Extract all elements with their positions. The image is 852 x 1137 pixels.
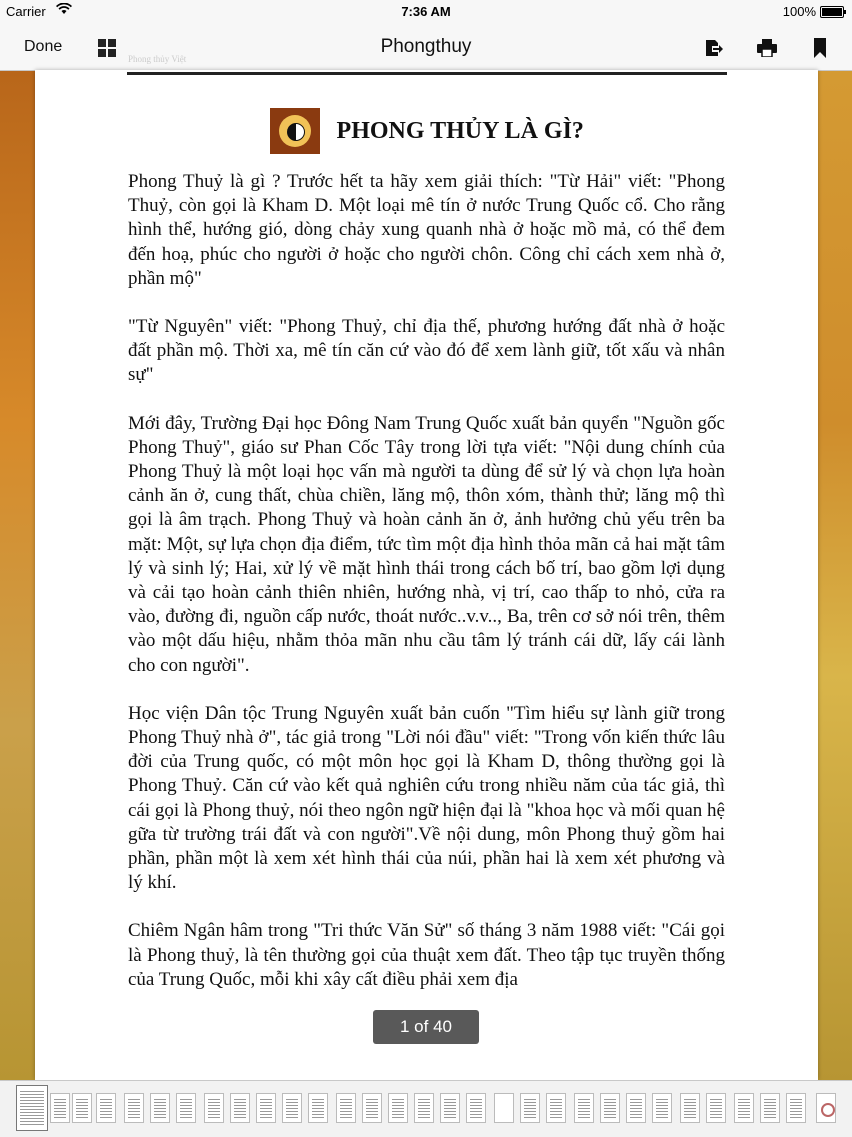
thumbnail[interactable] <box>652 1093 672 1123</box>
thumbnail[interactable] <box>680 1093 700 1123</box>
battery-percent: 100% <box>782 4 816 19</box>
carrier-label: Carrier <box>6 4 46 19</box>
paragraph: "Từ Nguyên" viết: "Phong Thuỷ, chỉ địa thế, phương hướng đất nhà ở hoặc đất phần mộ. Thời xa, mê tín căn cứ vào đó để xem lành giữ, tốt xấu và nhân sự" <box>128 316 725 386</box>
document-page[interactable] <box>35 54 818 1080</box>
thumbnail[interactable] <box>626 1093 646 1123</box>
thumbnail[interactable] <box>440 1093 460 1123</box>
battery-icon <box>820 6 844 18</box>
page-indicator: 1 of 40 <box>373 1010 479 1044</box>
status-bar <box>0 0 852 24</box>
clock: 7:36 AM <box>401 4 451 19</box>
thumbnail[interactable] <box>336 1093 356 1123</box>
paragraph: Học viện Dân tộc Trung Nguyên xuất bản cuốn "Tìm hiểu sự lành giữ trong Phong Thuỷ nhà ở", tác giả trong "Lời nói đầu" viết: "Trong vốn kiến thức lâu đời của Trung quốc, có một môn học gọi là Kham D, thông thường gọi là Phong Thuỷ. Căn cứ vào kết quả nghiên cứu trong nhiều năm của tác giả, thì cái gọi là Phong thuỷ, nói theo ngôn ngữ hiện đại là "khoa học và mối quan hệ gữa từ trường trái đất và con người".Về nội dung, môn Phong thuỷ gồm hai phần, phần một là xem xét hình thái của núi, phần hai là xem xét phương và lý khí. <box>128 702 725 894</box>
thumbnail[interactable] <box>124 1093 144 1123</box>
thumbnail[interactable] <box>50 1093 70 1123</box>
thumbnail[interactable] <box>176 1093 196 1123</box>
thumbnail[interactable] <box>96 1093 116 1123</box>
thumbnail[interactable] <box>72 1093 92 1123</box>
thumbnail[interactable] <box>282 1093 302 1123</box>
bookmark-icon[interactable] <box>813 38 827 58</box>
background-left <box>0 70 40 1080</box>
thumbnail[interactable] <box>574 1093 594 1123</box>
paragraph: Phong Thuỷ là gì ? Trước hết ta hãy xem giải thích: "Từ Hải" viết: "Phong Thuỷ, còn gọi là Kham D. Một loại mê tín ở nước Trung Quốc cổ. Cho rằng hình thể, hướng gió, dòng chảy xung quanh nhà ở hoặc mồ mả, có thể đem đến hoạ, phúc cho người ở hoặc cho người chôn. Công chỉ cách xem nhà ở, phần mộ" <box>128 171 725 289</box>
thumbnail-strip[interactable] <box>0 1080 852 1137</box>
page-header-watermark: Phong thủy Việt <box>128 54 187 64</box>
thumbnail[interactable] <box>520 1093 540 1123</box>
yin-yang-logo-icon <box>270 108 320 154</box>
title-row <box>127 108 727 156</box>
thumbnail[interactable] <box>494 1093 514 1123</box>
nav-title: Phongthuy <box>380 36 472 57</box>
thumbnail[interactable] <box>308 1093 328 1123</box>
export-icon[interactable] <box>704 38 724 58</box>
thumbnail[interactable] <box>600 1093 620 1123</box>
top-rule <box>127 72 727 75</box>
thumbnail[interactable] <box>230 1093 250 1123</box>
thumbnail[interactable] <box>734 1093 754 1123</box>
paragraph: Mới đây, Trường Đại học Đông Nam Trung Quốc xuất bản quyển "Nguồn gốc Phong Thuỷ", giáo sư Phan Cốc Tây trong lời tựa viết: "Nội dung chính của Phong Thuỷ là một loại học vấn mà người ta dùng để sử lý và chọn lựa hoàn cảnh ăn ở, cung thất, chùa chiền, lăng mộ, thôn xóm, thành thử; lăng mộ thì gọi là âm trạch. Phong Thuỷ và hoàn cảnh ăn ở, ảnh hưởng chủ yếu trên ba mặt: Một, sự lựa chọn địa điểm, tức tìm một địa hình thỏa mãn cả hai mặt tâm lý và sinh lý; Hai, xử lý về mặt hình thái trong cách bố trí, bao gồm lợi dụng và cải tạo hoàn cảnh thiên nhiên, hướng nhà, vị trí, cao thấp to nhỏ, cửa ra vào, đường đi, nguồn cấp nước, thoát nước..v.v.., Ba, trên cơ sở nói trên, thêm vào một dấu hiệu, nhằm thỏa mãn nhu cầu tâm lý tránh cái dữ, lấy cái lành cho con người". <box>128 412 725 676</box>
thumbnail[interactable] <box>150 1093 170 1123</box>
thumbnail[interactable] <box>786 1093 806 1123</box>
thumbnail[interactable] <box>204 1093 224 1123</box>
thumbnail[interactable] <box>706 1093 726 1123</box>
document-body <box>128 170 725 1016</box>
thumbnail-current-page[interactable] <box>16 1085 48 1131</box>
document-title: PHONG THỦY LÀ GÌ? <box>336 117 584 144</box>
thumbnail[interactable] <box>362 1093 382 1123</box>
thumbnail[interactable] <box>546 1093 566 1123</box>
paragraph: Chiêm Ngân hâm trong "Tri thức Văn Sử" số tháng 3 năm 1988 viết: "Cái gọi là Phong thuỷ, là tên thường gọi của thuật xem đất. Theo tập tục truyền thống của Trung Quốc, mỗi khi xây cất điều phải xem địa <box>128 920 725 990</box>
background-right <box>812 70 852 1080</box>
thumbnail[interactable] <box>256 1093 276 1123</box>
thumbnail[interactable] <box>388 1093 408 1123</box>
thumbnail[interactable] <box>414 1093 434 1123</box>
thumbnail[interactable] <box>466 1093 486 1123</box>
thumbnail[interactable] <box>816 1093 836 1123</box>
thumbnail[interactable] <box>760 1093 780 1123</box>
print-icon[interactable] <box>757 39 777 57</box>
done-button[interactable]: Done <box>24 38 63 55</box>
